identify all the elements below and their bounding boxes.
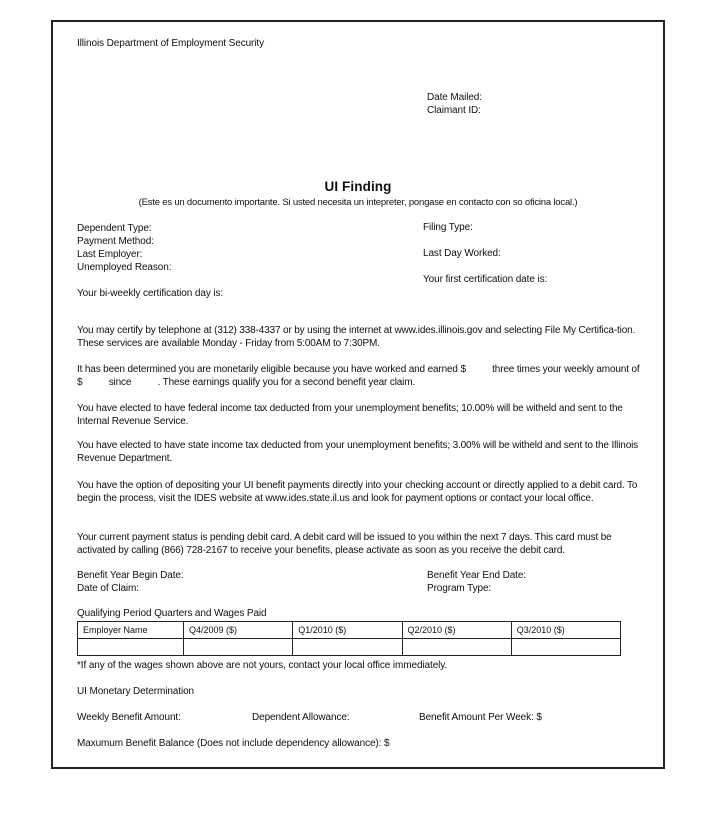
wages-header-row — [78, 622, 621, 639]
wages-table — [77, 621, 621, 656]
unemployed-reason-label: Unemployed Reason: — [77, 262, 172, 273]
benefit-per-week-label: Benefit Amount Per Week: $ — [419, 712, 542, 723]
table-cell — [402, 639, 511, 656]
date-of-claim-label: Date of Claim: — [77, 583, 139, 594]
table-cell — [78, 639, 184, 656]
certify-paragraph: You may certify by telephone at (312) 338-4337 or by using the internet at www.ides.illinois.gov and selecting File My Certifica-tion. These services are available Monday - Friday from 5:00AM to 7:30PM. — [77, 325, 636, 349]
document-title: UI Finding — [324, 179, 392, 194]
wages-note: *If any of the wages shown above are not yours, contact your local office immediately. — [77, 660, 448, 671]
deposit-paragraph: You have the option of depositing your UI benefit payments directly into your checking account or directly applied to a debit card. To begin the process, visit the IDES website at www.ides.state.il.us and look for payment options or contact your local office. — [77, 480, 638, 504]
column-header: Employer Name — [78, 622, 184, 639]
state-tax-paragraph: You have elected to have state income tax deducted from your unemployment benefits; 3.00% will be witheld and sent to the Illinois Revenue Department. — [77, 440, 639, 464]
program-type-label: Program Type: — [427, 583, 492, 594]
table-row — [78, 639, 621, 656]
column-header: Q1/2010 ($) — [293, 622, 402, 639]
payment-method-label: Payment Method: — [77, 236, 154, 247]
claimant-id-label: Claimant ID: — [427, 105, 481, 116]
table-cell — [511, 639, 620, 656]
wages-heading: Qualifying Period Quarters and Wages Paid — [77, 608, 267, 619]
weekly-benefit-label: Weekly Benefit Amount: — [77, 712, 181, 723]
date-mailed-label: Date Mailed: — [427, 92, 482, 103]
document-page — [51, 20, 665, 769]
dependent-type-label: Dependent Type: — [77, 223, 152, 234]
table-cell — [184, 639, 293, 656]
filing-type-label: Filing Type: — [423, 222, 473, 233]
dependent-allowance-label: Dependent Allowance: — [252, 712, 350, 723]
column-header: Q4/2009 ($) — [184, 622, 293, 639]
table-cell — [293, 639, 402, 656]
payment-status-paragraph: Your current payment status is pending debit card. A debit card will be issued to you within the next 7 days. This card must be activated by calling (866) 728-2167 to receive your benefits, please activate as soon as you receive the debit card. — [77, 532, 612, 556]
last-day-worked-label: Last Day Worked: — [423, 248, 501, 259]
max-balance-label: Maxumum Benefit Balance (Does not include dependency allowance): $ — [77, 738, 390, 749]
monetary-heading: UI Monetary Determination — [77, 686, 194, 697]
benefit-year-begin-label: Benefit Year Begin Date: — [77, 570, 184, 581]
last-employer-label: Last Employer: — [77, 249, 143, 260]
agency-name: Illinois Department of Employment Security — [77, 38, 264, 49]
first-cert-date-label: Your first certification date is: — [423, 274, 548, 285]
biweekly-day-label: Your bi-weekly certification day is: — [77, 288, 224, 299]
benefit-year-end-label: Benefit Year End Date: — [427, 570, 526, 581]
federal-tax-paragraph: You have elected to have federal income tax deducted from your unemployment benefits; 10.00% will be witheld and sent to the Internal Revenue Service. — [77, 403, 623, 427]
eligible-paragraph: It has been determined you are monetarily eligible because you have worked and earned $ three times your weekly amount of $ since . These earnings qualify you for a second benefit year claim. — [77, 364, 643, 388]
column-header: Q2/2010 ($) — [402, 622, 511, 639]
column-header: Q3/2010 ($) — [511, 622, 620, 639]
document-subtitle: (Este es un documento importante. Si usted necesita un intepreter, pongase en contacto con so oficina local.) — [138, 197, 578, 208]
